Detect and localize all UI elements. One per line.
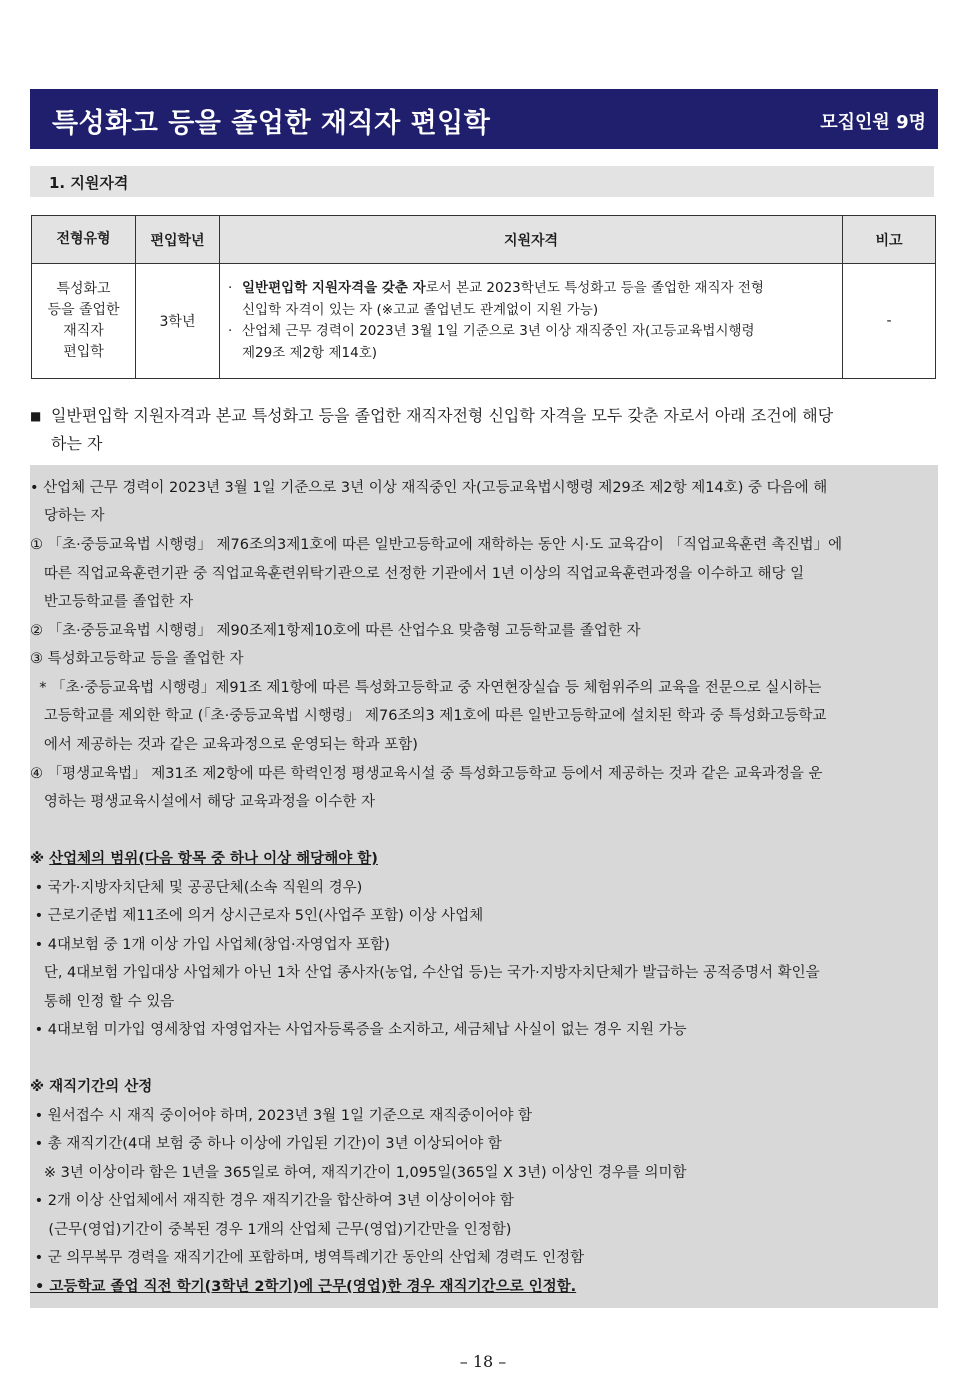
header-type: 전형유형 <box>32 216 136 264</box>
condition-line: 고등학교를 제외한 학교 (「초·중등교육법 시행령」 제76조의3 제1호에 따른 일반고등학교에 설치된 학과 중 특성화고등학교 <box>30 708 827 724</box>
period-line: • 2개 이상 산업체에서 재직한 경우 재직기간을 합산하여 3년 이상이어야 함 <box>30 1193 514 1209</box>
title-banner <box>30 89 938 149</box>
bullet: · <box>228 323 233 339</box>
condition-line: ③ 특성화고등학교 등을 졸업한 자 <box>30 651 244 667</box>
period-line: ※ 3년 이상이라 함은 1년을 365일로 하여, 재직기간이 1,095일(365일 X 3년) 이상인 경우를 의미함 <box>30 1165 687 1181</box>
qualification-item <box>228 278 834 321</box>
note-mark: ※ <box>30 851 50 867</box>
header-qualification: 지원자격 <box>220 216 843 264</box>
condition-line: 반고등학교를 졸업한 자 <box>30 594 194 610</box>
qualification-bold: 일반편입학 지원자격을 갖춘 자 <box>242 280 426 296</box>
qualification-text: 제29조 제2항 제14호) <box>242 344 378 361</box>
industry-line: • 근로기준법 제11조에 의거 상시근로자 5인(사업주 포함) 이상 사업체 <box>30 908 484 924</box>
cell-note: - <box>843 264 936 379</box>
header-note: 비고 <box>843 216 936 264</box>
condition-line: • 산업체 근무 경력이 2023년 3월 1일 기준으로 3년 이상 재직중인 자(고등교육법시행령 제29조 제2항 제14호) 중 다음에 해 <box>30 480 828 496</box>
type-line: 재직자 <box>63 323 104 339</box>
qualification-text: 산업체 근무 경력이 2023년 3월 1일 기준으로 3년 이상 재직중인 자(고등교육법시행령 <box>242 323 755 339</box>
section-heading: 1. 지원자격 <box>49 174 129 192</box>
period-line: (근무(영업)기간이 중복된 경우 1개의 산업체 근무(영업)기간만을 인정함) <box>30 1222 512 1238</box>
period-line: • 원서접수 시 재직 중이어야 하며, 2023년 3월 1일 기준으로 재직중이어야 함 <box>30 1108 533 1124</box>
intro-line: 하는 자 <box>51 434 103 453</box>
page-number: – 18 – <box>459 1352 507 1371</box>
header-grade: 편입학년 <box>136 216 220 264</box>
qualification-table <box>31 215 936 379</box>
type-line: 특성화고 <box>56 281 111 297</box>
industry-line: • 4대보험 중 1개 이상 가입 사업체(창업·자영업자 포함) <box>30 937 390 953</box>
cell-grade: 3학년 <box>136 264 220 379</box>
period-line: • 군 의무복무 경력을 재직기간에 포함하며, 병역특례기간 동안의 산업체 경력도 인정함 <box>30 1250 585 1266</box>
condition-line: 당하는 자 <box>30 508 105 524</box>
industry-line: 통해 인정 할 수 있음 <box>30 994 175 1010</box>
bullet: · <box>228 280 233 296</box>
condition-line: 영하는 평생교육시설에서 해당 교육과정을 이수한 자 <box>30 794 376 810</box>
table-header-row <box>32 216 936 264</box>
intro-line: 일반편입학 지원자격과 본교 특성화고 등을 졸업한 재직자전형 신입학 자격을 모두 갖춘 자로서 아래 조건에 해당 <box>51 406 834 425</box>
condition-line: ④ 「평생교육법」 제31조 제2항에 따른 학력인정 평생교육시설 중 특성화고등학교 등에서 제공하는 것과 같은 교육과정을 운 <box>30 766 823 782</box>
industry-heading <box>30 849 378 869</box>
recruitment-quota: 모집인원 9명 <box>820 112 926 133</box>
type-line: 등을 졸업한 <box>47 302 120 318</box>
cell-type <box>32 264 136 379</box>
qualification-text: 신입학 자격이 있는 자 (※고교 졸업년도 관계없이 지원 가능) <box>242 301 599 318</box>
period-heading: ※ 재직기간의 산정 <box>30 1079 153 1095</box>
industry-line: • 국가·지방자치단체 및 공공단체(소속 직원의 경우) <box>30 880 363 896</box>
industry-heading-text: 산업체의 범위(다음 항목 중 하나 이상 해당해야 함) <box>49 851 378 867</box>
period-line-emphasis: • 고등학교 졸업 직전 학기(3학년 2학기)에 근무(영업)한 경우 재직기간으로 인정함. <box>30 1279 577 1295</box>
condition-line: ② 「초·중등교육법 시행령」 제90조제1항제10호에 따른 산업수요 맞춤형 고등학교를 졸업한 자 <box>30 623 641 639</box>
industry-line: • 4대보험 미가입 영세창업 자영업자는 사업자등록증을 소지하고, 세금체납 사실이 없는 경우 지원 가능 <box>30 1022 687 1038</box>
condition-line: 따른 직업교육훈련기관 중 직업교육훈련위탁기관으로 선정한 기관에서 1년 이상의 직업교육훈련과정을 이수하고 해당 일 <box>30 566 805 582</box>
type-line: 편입학 <box>63 344 104 360</box>
industry-line: 단, 4대보험 가입대상 사업체가 아닌 1차 산업 종사자(농업, 수산업 등)는 국가·지방자치단체가 발급하는 공적증명서 확인을 <box>30 965 820 981</box>
intro-paragraph <box>30 402 930 458</box>
section-heading-bar <box>30 166 934 197</box>
square-bullet: ■ <box>30 409 42 423</box>
page-title: 특성화고 등을 졸업한 재직자 편입학 <box>52 108 491 139</box>
period-line: • 총 재직기간(4대 보험 중 하나 이상에 가입된 기간)이 3년 이상되어야 함 <box>30 1136 502 1152</box>
condition-line: * 「초·중등교육법 시행령」제91조 제1항에 따른 특성화고등학교 중 자연현장실습 등 체험위주의 교육을 전문으로 실시하는 <box>30 680 822 696</box>
condition-line: ① 「초·중등교육법 시행령」 제76조의3제1호에 따른 일반고등학교에 재학하는 동안 시·도 교육감이 「직업교육훈련 촉진법」에 <box>30 537 843 553</box>
qualification-text: 로서 본교 2023학년도 특성화고 등을 졸업한 재직자 전형 <box>425 280 764 296</box>
table-row <box>32 264 936 379</box>
condition-line: 에서 제공하는 것과 같은 교육과정으로 운영되는 학과 포함) <box>30 737 418 753</box>
cell-qualification <box>220 264 843 379</box>
qualification-item <box>228 321 834 364</box>
